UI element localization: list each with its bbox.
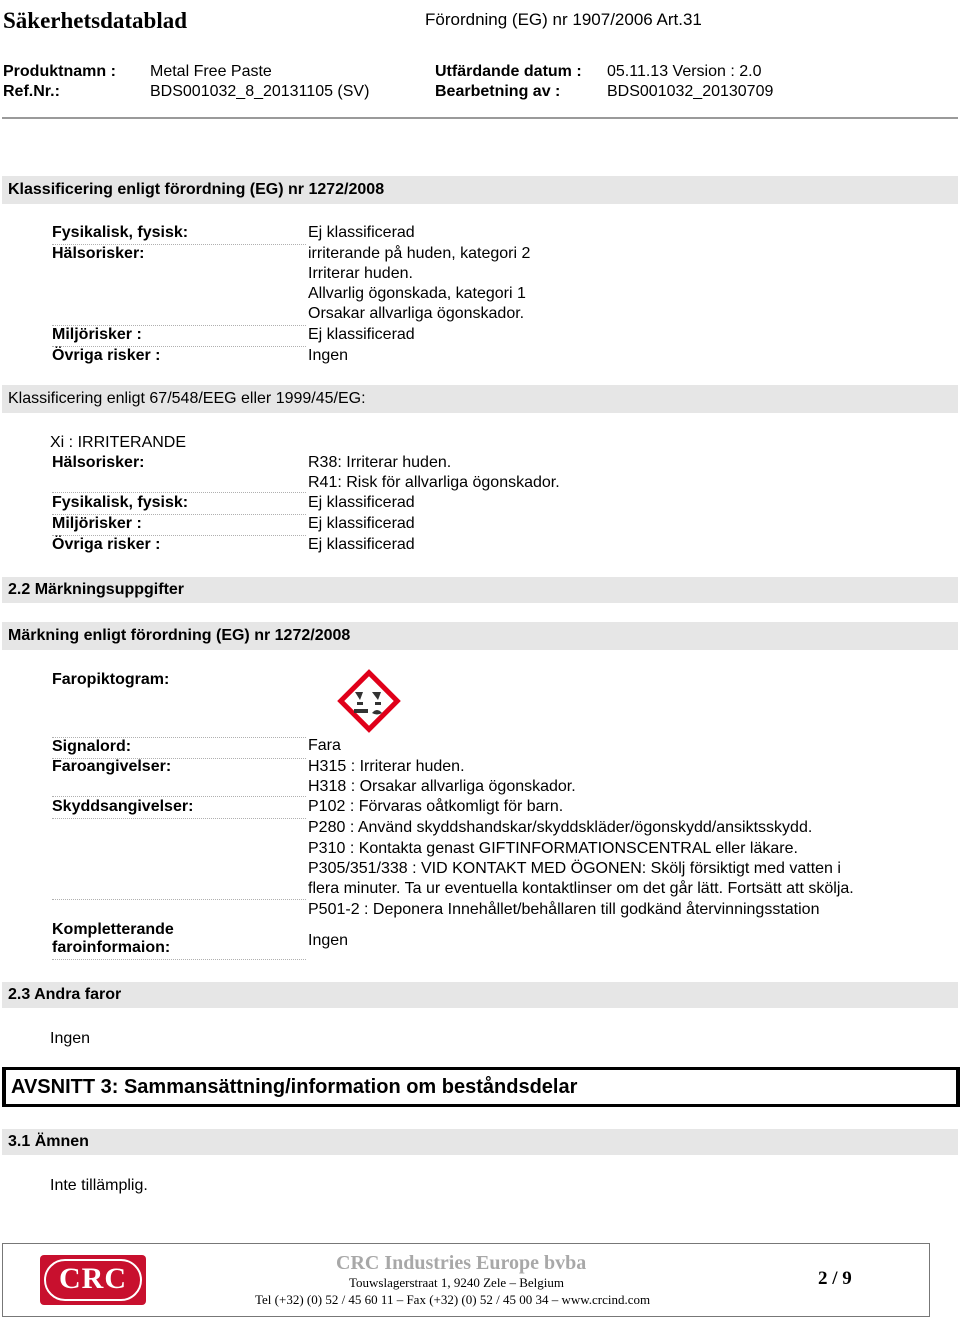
other-risks-value: Ej klassificerad <box>308 536 415 553</box>
physical-hazards-value: Ej klassificerad <box>308 494 415 511</box>
section-heading: 2.3 Andra faror <box>8 986 122 1003</box>
other-risks-value: Ingen <box>308 347 349 364</box>
environmental-hazards-value: Ej klassificerad <box>308 326 415 343</box>
section-heading: Klassificering enligt 67/548/EEG eller 1999/45/EG: <box>8 390 366 407</box>
risk-phrase: R41: Risk för allvarliga ögonskador. <box>308 474 560 491</box>
ref-number-value: BDS001032_8_20131105 (SV) <box>150 83 370 100</box>
company-contact: Tel (+32) (0) 52 / 45 60 11 – Fax (+32) (0) 52 / 45 00 34 – www.crcind.com <box>255 1292 651 1307</box>
page-number: 2 / 9 <box>818 1268 852 1289</box>
hazard-statement: H318 : Orsakar allvarliga ögonskador. <box>308 778 576 795</box>
other-risks-label: Övriga risker : <box>52 536 161 553</box>
precautionary-statements-spacer <box>52 819 306 900</box>
supplementary-hazard-value: Ingen <box>308 932 349 949</box>
precautionary-statement: P310 : Kontakta genast GIFTINFORMATIONSCENTRAL eller läkare. <box>308 840 798 857</box>
environmental-hazards-label: Miljörisker : <box>52 515 306 536</box>
product-name-label: Produktnamn : <box>3 63 116 80</box>
health-hazards-label: Hälsorisker: <box>52 454 306 493</box>
supplementary-hazard-label-line: Kompletterande <box>52 921 174 938</box>
health-hazards-line: irriterande på huden, kategori 2 <box>308 245 531 262</box>
section-band-labelling <box>2 577 958 603</box>
physical-hazards-value: Ej klassificerad <box>308 224 415 241</box>
hazard-symbol-text: Xi : IRRITERANDE <box>50 434 187 451</box>
product-name-value: Metal Free Paste <box>150 63 272 80</box>
section-band-dsd-classification <box>2 385 958 413</box>
other-risks-label: Övriga risker : <box>52 347 161 364</box>
risk-phrase: R38: Irriterar huden. <box>308 454 452 471</box>
section-heading: Märkning enligt förordning (EG) nr 1272/2008 <box>8 627 351 644</box>
section-heading: 3.1 Ämnen <box>8 1133 89 1150</box>
section-3-box <box>2 1067 960 1107</box>
pictogram-label: Faropiktogram: <box>52 671 170 688</box>
precautionary-statement: P102 : Förvaras oåtkomligt för barn. <box>308 798 564 815</box>
section-3-heading: AVSNITT 3: Sammansättning/information om beståndsdelar <box>11 1076 578 1098</box>
section-band-other-hazards <box>2 982 958 1008</box>
precautionary-statement: P280 : Använd skyddshandskar/skyddskläder/ögonskydd/ansiktsskydd. <box>308 819 813 836</box>
edited-by-label: Bearbetning av : <box>435 83 561 100</box>
edited-by-value: BDS001032_20130709 <box>607 83 774 100</box>
issue-date-label: Utfärdande datum : <box>435 63 582 80</box>
other-hazards-value: Ingen <box>50 1030 91 1047</box>
hazard-statements-label: Faroangivelser: <box>52 758 306 797</box>
precautionary-statement: P305/351/338 : VID KONTAKT MED ÖGONEN: Skölj försiktigt med vatten i <box>308 860 841 877</box>
physical-hazards-label: Fysikalisk, fysisk: <box>52 224 306 245</box>
precautionary-statement: P501-2 : Deponera Innehållet/behållaren till godkänd återvinningsstation <box>308 901 820 918</box>
section-heading: 2.2 Märkningsuppgifter <box>8 581 185 598</box>
crc-logo <box>40 1255 146 1305</box>
precautionary-statement: flera minuter. Ta ur eventuella kontaktlinser om det går lätt. Fortsätt att skölja. <box>308 880 854 897</box>
section-band-clp-classification <box>2 176 958 204</box>
health-hazards-line: Allvarlig ögonskada, kategori 1 <box>308 285 526 302</box>
health-hazards-line: Irriterar huden. <box>308 265 413 282</box>
crc-logo-text: CRC <box>59 1262 127 1295</box>
issue-date-value: 05.11.13 Version : 2.0 <box>607 63 762 80</box>
hazard-statement: H315 : Irriterar huden. <box>308 758 465 775</box>
health-hazards-line: Orsakar allvarliga ögonskador. <box>308 305 525 322</box>
ghs05-corrosion-icon <box>336 668 402 734</box>
environmental-hazards-value: Ej klassificerad <box>308 515 415 532</box>
document-title: Säkerhetsdatablad <box>3 8 188 33</box>
company-address: Touwslagerstraat 1, 9240 Zele – Belgium <box>349 1275 564 1290</box>
substances-value: Inte tillämplig. <box>50 1177 148 1194</box>
signal-word-label: Signalord: <box>52 737 306 759</box>
section-band-substances <box>2 1129 958 1155</box>
supplementary-hazard-label <box>52 921 306 960</box>
section-band-clp-labelling <box>2 622 958 650</box>
environmental-hazards-label: Miljörisker : <box>52 326 306 347</box>
precautionary-statements-label: Skyddsangivelser: <box>52 798 306 819</box>
ref-number-label: Ref.Nr.: <box>3 83 60 100</box>
header-divider <box>2 117 958 119</box>
health-hazards-label: Hälsorisker: <box>52 245 306 326</box>
signal-word-value: Fara <box>308 737 341 754</box>
regulation-reference: Förordning (EG) nr 1907/2006 Art.31 <box>425 10 702 29</box>
supplementary-hazard-label-line: faroinformaion: <box>52 939 171 956</box>
company-name: CRC Industries Europe bvba <box>336 1252 587 1274</box>
physical-hazards-label: Fysikalisk, fysisk: <box>52 494 306 515</box>
section-heading: Klassificering enligt förordning (EG) nr 1272/2008 <box>8 181 385 198</box>
